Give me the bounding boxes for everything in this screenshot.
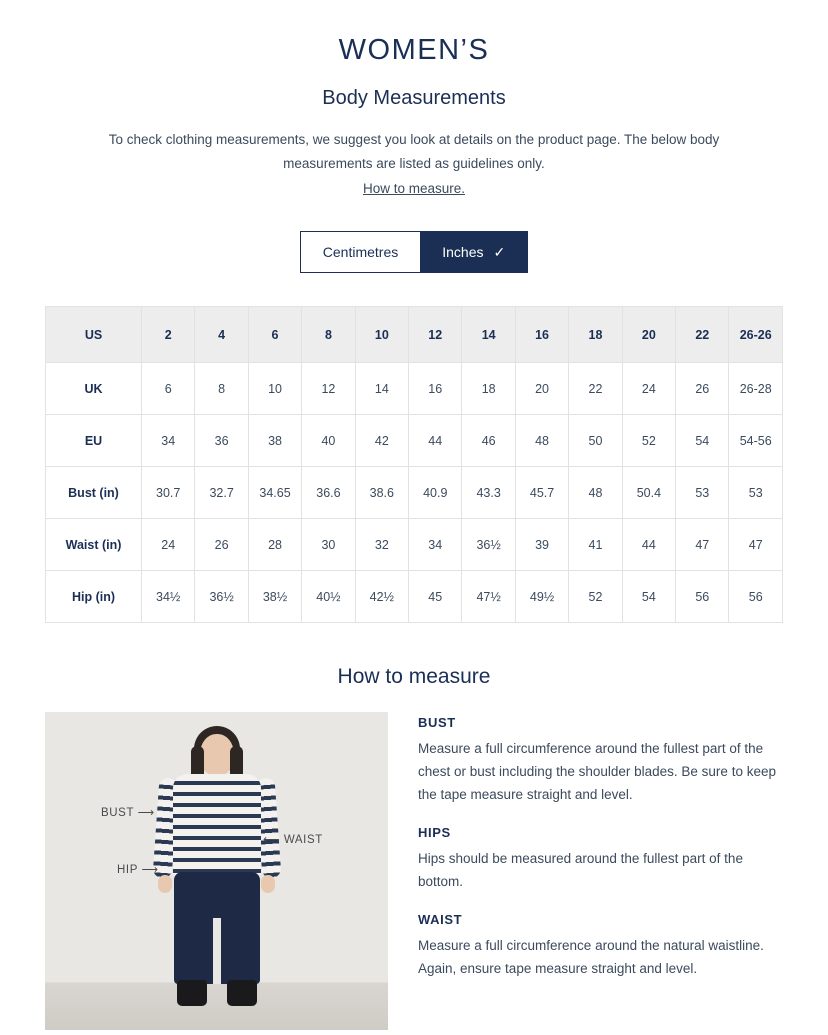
- table-cell: 30.7: [142, 467, 195, 519]
- size-table-body: [46, 363, 783, 623]
- how-to-measure-link[interactable]: How to measure.: [362, 181, 466, 197]
- table-cell: 41: [569, 519, 622, 571]
- row-label: Hip (in): [46, 571, 142, 623]
- table-cell: 42: [355, 415, 408, 467]
- table-cell: 54: [676, 415, 729, 467]
- page-header: [0, 0, 828, 198]
- table-cell: 10: [248, 363, 301, 415]
- table-cell: 36½: [195, 571, 248, 623]
- table-cell: 47: [729, 519, 783, 571]
- table-header-cell: 2: [142, 307, 195, 363]
- table-cell: 24: [622, 363, 675, 415]
- table-row: [46, 363, 783, 415]
- measure-block-body-hips: Hips should be measured around the fullest part of the bottom.: [418, 851, 743, 889]
- table-row: [46, 467, 783, 519]
- table-cell: 38: [248, 415, 301, 467]
- table-cell: 32: [355, 519, 408, 571]
- table-cell: 36½: [462, 519, 515, 571]
- unit-toggle-inches-label: Inches: [442, 244, 484, 261]
- table-cell: 39: [515, 519, 568, 571]
- table-cell: 14: [355, 363, 408, 415]
- measure-block-title-waist: WAIST: [418, 911, 463, 927]
- table-cell: 47½: [462, 571, 515, 623]
- unit-toggle: [0, 231, 828, 273]
- figure-striped-top: [173, 774, 261, 878]
- table-cell: 45: [409, 571, 462, 623]
- figure-hand-right: [261, 875, 275, 893]
- table-row: [46, 415, 783, 467]
- table-cell: 56: [676, 571, 729, 623]
- unit-toggle-centimetres[interactable]: [301, 232, 420, 272]
- intro-text: To check clothing measurements, we suggest you look at details on the product page. The below body measurements are listed as guidelines only.: [108, 132, 720, 171]
- row-label: Waist (in): [46, 519, 142, 571]
- table-row: [46, 571, 783, 623]
- table-cell: 36.6: [302, 467, 355, 519]
- figure-head: [200, 734, 234, 776]
- table-cell: 24: [142, 519, 195, 571]
- row-label: UK: [46, 363, 142, 415]
- table-header-us: US: [46, 307, 142, 363]
- table-cell: 43.3: [462, 467, 515, 519]
- table-cell: 44: [409, 415, 462, 467]
- size-table-head: [46, 307, 783, 363]
- table-cell: 52: [622, 415, 675, 467]
- table-cell: 22: [569, 363, 622, 415]
- table-cell: 47: [676, 519, 729, 571]
- table-cell: 38.6: [355, 467, 408, 519]
- table-cell: 53: [729, 467, 783, 519]
- table-cell: 48: [515, 415, 568, 467]
- table-header-cell: 12: [409, 307, 462, 363]
- unit-toggle-group: [300, 231, 528, 273]
- table-header-cell: 16: [515, 307, 568, 363]
- table-cell: 16: [409, 363, 462, 415]
- table-cell: 8: [195, 363, 248, 415]
- measure-block-body-waist: Measure a full circumference around the natural waistline. Again, ensure tape measure straight and level.: [418, 937, 764, 976]
- measure-block-title-hips: HIPS: [418, 825, 451, 841]
- table-cell: 54: [622, 571, 675, 623]
- table-cell: 26: [195, 519, 248, 571]
- measurement-photo: [45, 712, 388, 1030]
- table-cell: 40.9: [409, 467, 462, 519]
- annotation-waist: ⟵ WAIST: [263, 834, 323, 847]
- table-row: [46, 519, 783, 571]
- table-cell: 26-28: [729, 363, 783, 415]
- measure-block-body-bust: Measure a full circumference around the fullest part of the chest or bust including the shoulder blades. Be sure to keep the tape measure straight and level.: [418, 741, 776, 803]
- annotation-bust: BUST ⟶: [101, 807, 155, 820]
- table-cell: 20: [515, 363, 568, 415]
- check-icon: ✓: [493, 244, 506, 261]
- table-header-cell: 22: [676, 307, 729, 363]
- table-cell: 54-56: [729, 415, 783, 467]
- measure-block-title-bust: BUST: [418, 715, 456, 731]
- annotation-hip: HIP ⟶: [117, 864, 159, 877]
- figure-boot-left: [177, 980, 207, 1006]
- table-cell: 53: [676, 467, 729, 519]
- table-cell: 18: [462, 363, 515, 415]
- table-header-cell: 20: [622, 307, 675, 363]
- table-cell: 34½: [142, 571, 195, 623]
- table-header-cell: 10: [355, 307, 408, 363]
- how-to-measure-title: How to measure: [337, 665, 491, 689]
- table-header-cell: 26-26: [729, 307, 783, 363]
- table-cell: 56: [729, 571, 783, 623]
- table-cell: 40: [302, 415, 355, 467]
- page-title: WOMEN’S: [338, 34, 490, 66]
- table-cell: 44: [622, 519, 675, 571]
- size-table: [45, 306, 783, 623]
- figure-hand-left: [158, 875, 172, 893]
- table-header-cell: 8: [302, 307, 355, 363]
- table-cell: 50.4: [622, 467, 675, 519]
- table-cell: 52: [569, 571, 622, 623]
- table-header-cell: 18: [569, 307, 622, 363]
- size-table-wrapper: [45, 306, 783, 623]
- unit-toggle-centimetres-label: Centimetres: [322, 244, 399, 261]
- table-cell: 42½: [355, 571, 408, 623]
- table-cell: 49½: [515, 571, 568, 623]
- row-label: Bust (in): [46, 467, 142, 519]
- table-cell: 45.7: [515, 467, 568, 519]
- table-cell: 34.65: [248, 467, 301, 519]
- unit-toggle-inches[interactable]: [420, 232, 527, 272]
- table-cell: 34: [142, 415, 195, 467]
- table-header-row: [46, 307, 783, 363]
- how-to-measure-section: [45, 712, 783, 1030]
- table-cell: 12: [302, 363, 355, 415]
- figure-leg-gap: [213, 918, 221, 984]
- table-cell: 26: [676, 363, 729, 415]
- table-cell: 6: [142, 363, 195, 415]
- table-cell: 46: [462, 415, 515, 467]
- table-cell: 48: [569, 467, 622, 519]
- row-label: EU: [46, 415, 142, 467]
- table-cell: 38½: [248, 571, 301, 623]
- table-cell: 36: [195, 415, 248, 467]
- figure-boot-right: [227, 980, 257, 1006]
- table-header-cell: 14: [462, 307, 515, 363]
- table-cell: 34: [409, 519, 462, 571]
- page-subtitle: Body Measurements: [322, 87, 506, 109]
- table-header-cell: 6: [248, 307, 301, 363]
- table-cell: 50: [569, 415, 622, 467]
- table-cell: 30: [302, 519, 355, 571]
- table-cell: 32.7: [195, 467, 248, 519]
- table-cell: 40½: [302, 571, 355, 623]
- table-cell: 28: [248, 519, 301, 571]
- how-to-measure-text: [418, 712, 783, 1030]
- table-header-cell: 4: [195, 307, 248, 363]
